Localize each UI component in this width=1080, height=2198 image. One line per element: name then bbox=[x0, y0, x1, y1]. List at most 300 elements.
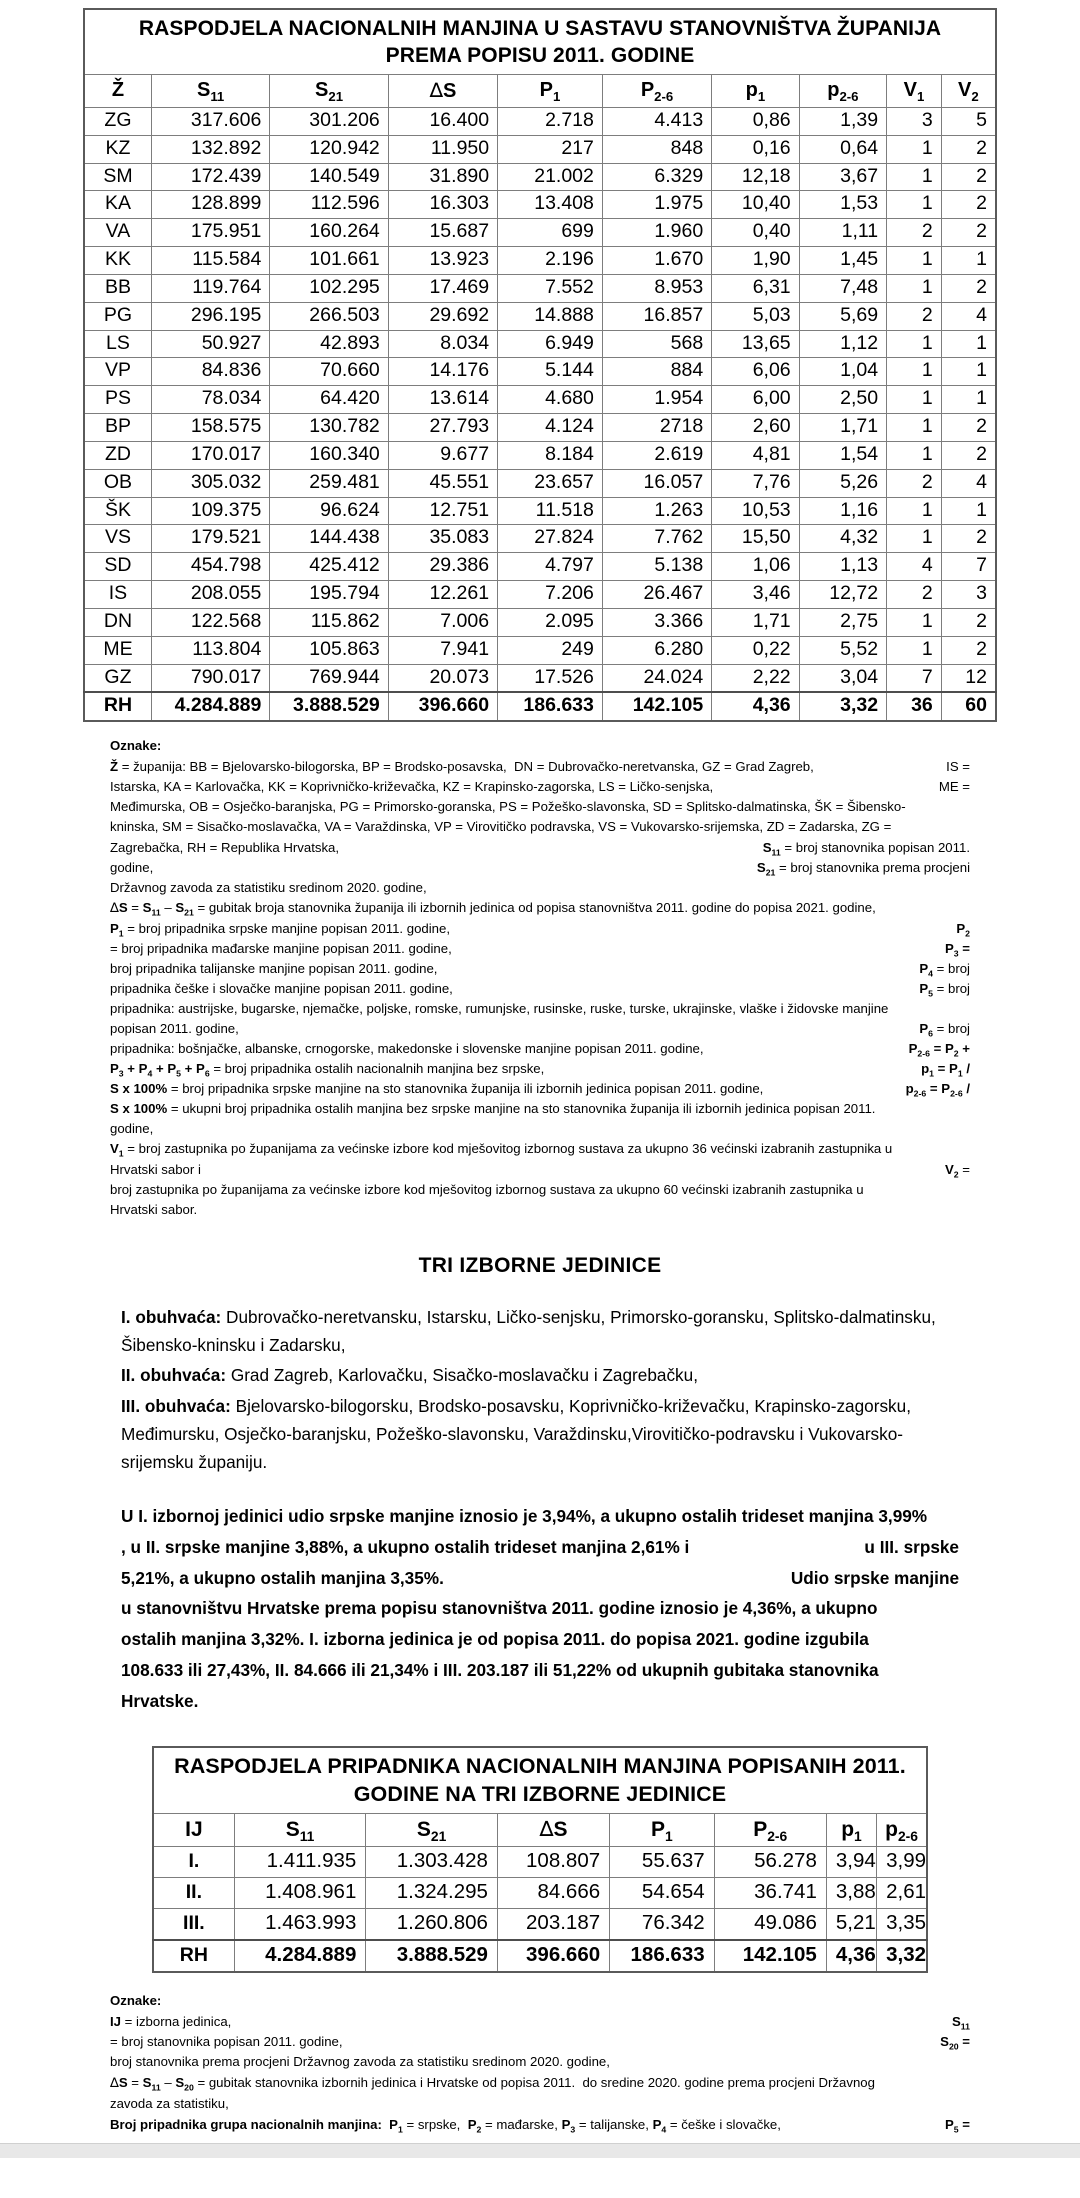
cell-ds: 11.950 bbox=[388, 135, 497, 163]
cell-ds: 12.261 bbox=[388, 581, 497, 609]
cell-s11: 122.568 bbox=[151, 608, 269, 636]
cell-pp1: 2,22 bbox=[712, 664, 799, 692]
col-header-p2-6-pct: $p_{2-6}$ bbox=[799, 74, 886, 107]
total-cell-s21: 3.888.529 bbox=[366, 1940, 498, 1972]
cell-pp26: 1,11 bbox=[799, 219, 886, 247]
row-county-code: KA bbox=[84, 191, 151, 219]
table-row bbox=[84, 469, 996, 497]
cell-s11: 158.575 bbox=[151, 414, 269, 442]
cell-p1: 7.206 bbox=[498, 581, 603, 609]
cell-v2: 1 bbox=[941, 330, 996, 358]
cell-s21: 1.324.295 bbox=[366, 1878, 498, 1909]
cell-pp1: 0,40 bbox=[712, 219, 799, 247]
col-header-p1: $P_1$ bbox=[498, 74, 603, 107]
cell-s11: 78.034 bbox=[151, 386, 269, 414]
legend-line-16-right: $p_1 = P_1$ / bbox=[921, 1061, 970, 1079]
unit3-text: Bjelovarsko-bilogorsku, Brodsko-posavsku, Koprivničko-križevačku, Krapinsko-zagorsku, Međimursku, Osječko-baranjsku, Požeško-slavonsku, Varaždinsku,Virovitičko-podravsku i Vukovarsko-srijemsku županiju. bbox=[121, 1396, 911, 1472]
legend-line-22: broj zastupnika po županijama za većinske izbore kod mješovitog izbornog sustava za ukupno 60 većinski izabranih zastupnika u bbox=[110, 1181, 864, 1197]
legend-line-1-right: IS = bbox=[946, 759, 970, 775]
row-county-code: IS bbox=[84, 581, 151, 609]
cell-ds: 17.469 bbox=[388, 274, 497, 302]
row-county-code: OB bbox=[84, 469, 151, 497]
cell-s21: 266.503 bbox=[270, 302, 388, 330]
document-page bbox=[0, 8, 1080, 2198]
table1-title-row bbox=[84, 9, 996, 74]
cell-v1: 2 bbox=[887, 219, 942, 247]
col-header-v2: $V_2$ bbox=[941, 74, 996, 107]
cell-v1: 1 bbox=[887, 247, 942, 275]
cell-ds: 8.034 bbox=[388, 330, 497, 358]
cell-pp26: 1,13 bbox=[799, 553, 886, 581]
col2-header-ij: IJ bbox=[153, 1813, 234, 1847]
legend-line-1: Ž = županija: BB = Bjelovarsko-bilogorska, BP = Brodsko-posavska, DN = Dubrovačko-neretvanska, GZ = Grad Zagreb, IS = bbox=[110, 757, 970, 777]
table-row bbox=[84, 330, 996, 358]
cell-pp26: 1,39 bbox=[799, 107, 886, 135]
cell-s21: 144.438 bbox=[270, 525, 388, 553]
legend-line-4: kninska, SM = Sisačko-moslavačka, VA = Varaždinska, VP = Virovitičko podravska, VS = Vukovarsko-srijemska, ZD = Zadarska, ZG = bbox=[110, 819, 892, 835]
cell-ds: 29.386 bbox=[388, 553, 497, 581]
cell-s21: 64.420 bbox=[270, 386, 388, 414]
electoral-units-list bbox=[121, 1304, 959, 1477]
total-label: RH bbox=[84, 692, 151, 721]
cell-v1: 1 bbox=[887, 135, 942, 163]
cell-v2: 2 bbox=[941, 636, 996, 664]
cell-p1: 5.144 bbox=[498, 358, 603, 386]
cell-ds: 13.923 bbox=[388, 247, 497, 275]
cell-p26: 6.280 bbox=[602, 636, 711, 664]
unit1-text: Dubrovačko-neretvansku, Istarsku, Ličko-senjsku, Primorsko-goransku, Splitsko-dalmatinsku, Šibensko-kninsku i Zadarsku, bbox=[121, 1306, 936, 1355]
cell-s21: 96.624 bbox=[270, 497, 388, 525]
legend-line-17: S x 100% = broj pripadnika srpske manjine na sto stanovnika županija ili izbornih jedinica popisan 2011. godine, $p_{2-6} = P_{2-6}$ / bbox=[110, 1081, 970, 1099]
row-unit-code: II. bbox=[153, 1878, 234, 1909]
cell-s11: 128.899 bbox=[151, 191, 269, 219]
legend-line-2-text: Istarska, KA = Karlovačka, KK = Koprivničko-križevačka, KZ = Krapinsko-zagorska, LS = Ličko-senjska, bbox=[110, 779, 714, 795]
col-header-s11: $S_{11}$ bbox=[151, 74, 269, 107]
cell-s21: 259.481 bbox=[270, 469, 388, 497]
row-county-code: LS bbox=[84, 330, 151, 358]
legend-line-19: godine, bbox=[110, 1121, 154, 1137]
row-unit-code: III. bbox=[153, 1909, 234, 1940]
total-cell-v1: 36 bbox=[887, 692, 942, 721]
row-county-code: KK bbox=[84, 247, 151, 275]
cell-p1: 54.654 bbox=[610, 1878, 714, 1909]
cell-pp26: 1,54 bbox=[799, 441, 886, 469]
legend-line-3: Međimurska, OB = Osječko-baranjska, PG = Primorsko-goranska, PS = Požeško-slavonska, SD = Splitsko-dalmatinska, ŠK = Šibensko- bbox=[110, 799, 906, 815]
cell-p1: 27.824 bbox=[498, 525, 603, 553]
cell-v1: 1 bbox=[887, 274, 942, 302]
cell-p1: 7.552 bbox=[498, 274, 603, 302]
cell-p1: 217 bbox=[498, 135, 603, 163]
cell-v1: 1 bbox=[887, 358, 942, 386]
table2-column-header-row bbox=[153, 1813, 927, 1847]
cell-p1: 2.095 bbox=[498, 608, 603, 636]
cell-s11: 296.195 bbox=[151, 302, 269, 330]
total-cell-s11: 4.284.889 bbox=[151, 692, 269, 721]
cell-s11: 208.055 bbox=[151, 581, 269, 609]
unit1-label: I. obuhvaća: bbox=[121, 1306, 222, 1327]
legend-line-10: = broj pripadnika mađarske manjine popisan 2011. godine, $P_3$ = bbox=[110, 940, 970, 959]
cell-p26: 56.278 bbox=[714, 1847, 826, 1878]
cell-p26: 4.413 bbox=[602, 107, 711, 135]
cell-s11: 1.411.935 bbox=[234, 1847, 366, 1878]
summary-line-7: Hrvatske. bbox=[121, 1691, 199, 1712]
row-county-code: VS bbox=[84, 525, 151, 553]
table1-column-header-row bbox=[84, 74, 996, 107]
cell-p1: 4.124 bbox=[498, 414, 603, 442]
cell-pp26: 3,04 bbox=[799, 664, 886, 692]
col-header-p1-pct: $p_1$ bbox=[712, 74, 799, 107]
cell-p1: 249 bbox=[498, 636, 603, 664]
cell-pp26: 3,99 bbox=[877, 1847, 927, 1878]
table1-title-line1: RASPODJELA NACIONALNIH MANJINA U SASTAVU STANOVNIŠTVA ŽUPANIJA bbox=[138, 17, 942, 40]
cell-v2: 4 bbox=[941, 469, 996, 497]
cell-v2: 2 bbox=[941, 608, 996, 636]
summary-line-2-text: , u II. srpske manjine 3,88%, a ukupno ostalih trideset manjina 2,61% i bbox=[121, 1536, 690, 1557]
legend-line-18: S x 100% = ukupni broj pripadnika ostalih manjina bez srpske manjine na sto stanovnika županija ili izbornih jedinica popisan 2011. bbox=[110, 1101, 876, 1117]
cell-pp1: 7,76 bbox=[712, 469, 799, 497]
legend-line-8: $\Delta S = S_{11} - S_{21}$ = gubitak broja stanovnika županija ili izbornih jedinica od popisa stanovništva 2011. godine do popisa 2021. godine, bbox=[110, 899, 876, 918]
cell-pp26: 1,04 bbox=[799, 358, 886, 386]
cell-s21: 105.863 bbox=[270, 636, 388, 664]
cell-ds: 9.677 bbox=[388, 441, 497, 469]
legend-line-6: godine, $S_{21}$ = broj stanovnika prema procjeni bbox=[110, 859, 970, 878]
cell-ds: 7.941 bbox=[388, 636, 497, 664]
cell-p26: 49.086 bbox=[714, 1909, 826, 1940]
cell-pp1: 1,71 bbox=[712, 608, 799, 636]
cell-s21: 301.206 bbox=[270, 107, 388, 135]
legend-line-20: $V_1$ = broj zastupnika po županijama za većinske izbore kod mješovitog izbornog sustava za ukupno 36 većinski izabranih zastupnika u bbox=[110, 1141, 893, 1160]
cell-s11: 1.408.961 bbox=[234, 1878, 366, 1909]
legend2-line-3: broj stanovnika prema procjeni Državnog zavoda za statistiku sredinom 2020. godine, bbox=[110, 2054, 610, 2070]
table-row bbox=[153, 1847, 927, 1878]
row-county-code: VP bbox=[84, 358, 151, 386]
cell-v1: 1 bbox=[887, 191, 942, 219]
total-cell-ds: 396.660 bbox=[388, 692, 497, 721]
table-row bbox=[84, 553, 996, 581]
table-row bbox=[84, 581, 996, 609]
legend-line-12-right: $P_5$ = broj bbox=[919, 980, 970, 999]
legend2-line-2: = broj stanovnika popisan 2011. godine, $S_{20}$ = bbox=[110, 2033, 970, 2052]
legend-line-5-right: $S_{11}$ = broj stanovnika popisan 2011. bbox=[762, 839, 970, 858]
table1-body bbox=[84, 107, 996, 721]
unit2-text: Grad Zagreb, Karlovačku, Sisačko-moslavačku i Zagrebačku, bbox=[226, 1365, 698, 1386]
cell-v1: 1 bbox=[887, 414, 942, 442]
col2-header-p2-6: $P_{2-6}$ bbox=[714, 1813, 826, 1847]
cell-p26: 2718 bbox=[602, 414, 711, 442]
cell-v1: 1 bbox=[887, 525, 942, 553]
legend2-line-4: $\Delta S = S_{11} - S_{20}$ = gubitak stanovnika izbornih jedinica i Hrvatske od popisa 2011. do sredine 2020. godine prema procjeni Državnog bbox=[110, 2074, 875, 2093]
cell-v1: 2 bbox=[887, 302, 942, 330]
total-cell-p1: 186.633 bbox=[498, 692, 603, 721]
cell-ds: 20.073 bbox=[388, 664, 497, 692]
row-county-code: ME bbox=[84, 636, 151, 664]
col2-header-p1: $P_1$ bbox=[610, 1813, 714, 1847]
cell-s11: 454.798 bbox=[151, 553, 269, 581]
col2-header-p2-6-pct: $p_{2-6}$ bbox=[877, 1813, 927, 1847]
legend-line-2-right: ME = bbox=[938, 779, 970, 795]
cell-p26: 1.670 bbox=[602, 247, 711, 275]
summary-line-5: ostalih manjina 3,32%. I. izborna jedinica je od popisa 2011. do popisa 2021. godine izgubila bbox=[121, 1629, 869, 1650]
cell-p26: 848 bbox=[602, 135, 711, 163]
unit3-label: III. obuhvaća: bbox=[121, 1396, 231, 1417]
cell-ds: 29.692 bbox=[388, 302, 497, 330]
cell-pp1: 0,86 bbox=[712, 107, 799, 135]
table-row bbox=[84, 497, 996, 525]
table-row bbox=[84, 274, 996, 302]
table-row bbox=[84, 191, 996, 219]
cell-v1: 1 bbox=[887, 497, 942, 525]
cell-p26: 8.953 bbox=[602, 274, 711, 302]
legend-line-14: popisan 2011. godine, $P_6$ = broj bbox=[110, 1021, 970, 1039]
summary-line-3 bbox=[121, 1565, 959, 1593]
table-row bbox=[84, 608, 996, 636]
electoral-unit-2 bbox=[121, 1362, 959, 1390]
row-county-code: GZ bbox=[84, 664, 151, 692]
cell-p26: 16.857 bbox=[602, 302, 711, 330]
cell-ds: 35.083 bbox=[388, 525, 497, 553]
cell-p26: 1.954 bbox=[602, 386, 711, 414]
cell-v2: 12 bbox=[941, 664, 996, 692]
cell-ds: 84.666 bbox=[497, 1878, 609, 1909]
legend-line-11: broj pripadnika talijanske manjine popisan 2011. godine, $P_4$ = broj bbox=[110, 960, 970, 979]
cell-v2: 2 bbox=[941, 441, 996, 469]
minorities-by-electoral-unit-table bbox=[152, 1746, 928, 1973]
cell-pp1: 1,06 bbox=[712, 553, 799, 581]
cell-pp26: 7,48 bbox=[799, 274, 886, 302]
summary-line-1: U I. izbornoj jedinici udio srpske manjine iznosio je 3,94%, a ukupno ostalih trideset manjina 3,99% bbox=[121, 1505, 928, 1526]
row-county-code: BB bbox=[84, 274, 151, 302]
table-row bbox=[84, 219, 996, 247]
col-header-v1: $V_1$ bbox=[887, 74, 942, 107]
cell-p1: 4.797 bbox=[498, 553, 603, 581]
legend-line-2 bbox=[110, 777, 970, 797]
legend-line-15: pripadnika: bošnjačke, albanske, crnogorske, makedonske i slovenske manjine popisan 2011. godine, $P_{2-6} = P_2$ + bbox=[110, 1041, 970, 1059]
total-cell-p26: 142.105 bbox=[602, 692, 711, 721]
cell-s21: 42.893 bbox=[270, 330, 388, 358]
legend-line-14-right: $P_6$ = broj bbox=[919, 1021, 970, 1039]
cell-p26: 2.619 bbox=[602, 441, 711, 469]
cell-s11: 172.439 bbox=[151, 163, 269, 191]
table-total-row bbox=[84, 692, 996, 721]
unit2-label: II. obuhvaća: bbox=[121, 1365, 227, 1386]
table2-head bbox=[153, 1747, 927, 1847]
cell-s11: 132.892 bbox=[151, 135, 269, 163]
cell-ds: 203.187 bbox=[497, 1909, 609, 1940]
cell-pp1: 4,81 bbox=[712, 441, 799, 469]
cell-s21: 769.944 bbox=[270, 664, 388, 692]
row-county-code: ZG bbox=[84, 107, 151, 135]
legend-line-17-right: $p_{2-6} = P_{2-6}$ / bbox=[905, 1081, 970, 1099]
col-header-p2-6: $P_{2-6}$ bbox=[602, 74, 711, 107]
cell-p26: 36.741 bbox=[714, 1878, 826, 1909]
cell-p1: 2.718 bbox=[498, 107, 603, 135]
national-minorities-by-county-table bbox=[83, 8, 997, 722]
cell-s21: 140.549 bbox=[270, 163, 388, 191]
total-cell-v2: 60 bbox=[941, 692, 996, 721]
cell-pp26: 5,26 bbox=[799, 469, 886, 497]
summary-line-2-right: u III. srpske bbox=[864, 1536, 959, 1557]
cell-pp26: 2,75 bbox=[799, 608, 886, 636]
cell-s21: 70.660 bbox=[270, 358, 388, 386]
table-row bbox=[153, 1909, 927, 1940]
cell-pp26: 2,50 bbox=[799, 386, 886, 414]
cell-pp26: 3,67 bbox=[799, 163, 886, 191]
summary-paragraph bbox=[121, 1503, 959, 1716]
row-county-code: BP bbox=[84, 414, 151, 442]
row-county-code: VA bbox=[84, 219, 151, 247]
summary-line-2 bbox=[121, 1534, 959, 1562]
cell-v2: 2 bbox=[941, 135, 996, 163]
cell-v1: 1 bbox=[887, 330, 942, 358]
cell-v1: 2 bbox=[887, 469, 942, 497]
row-county-code: PG bbox=[84, 302, 151, 330]
legend-line-21-right: $V_2$ = bbox=[944, 1161, 970, 1180]
cell-v2: 2 bbox=[941, 219, 996, 247]
table-row bbox=[84, 358, 996, 386]
legend-line-12: pripadnika češke i slovačke manjine popisan 2011. godine, $P_5$ = broj bbox=[110, 980, 970, 999]
table2-body bbox=[153, 1847, 927, 1972]
cell-s11: 175.951 bbox=[151, 219, 269, 247]
cell-pp1: 2,60 bbox=[712, 414, 799, 442]
section-heading-three-units: TRI IZBORNE JEDINICE bbox=[418, 1253, 662, 1277]
legend-heading: Oznake: bbox=[110, 738, 162, 754]
total-cell-ds: 396.660 bbox=[497, 1940, 609, 1972]
cell-p1: 13.408 bbox=[498, 191, 603, 219]
total-cell-s21: 3.888.529 bbox=[270, 692, 388, 721]
cell-s11: 1.463.993 bbox=[234, 1909, 366, 1940]
cell-pp1: 6,06 bbox=[712, 358, 799, 386]
table1-legend bbox=[110, 736, 970, 1220]
table-row bbox=[84, 107, 996, 135]
cell-s21: 1.260.806 bbox=[366, 1909, 498, 1940]
legend-line-13: pripadnika: austrijske, bugarske, njemačke, poljske, romske, rumunjske, rusinske, ruske, turske, ukrajinske, vlaške i židovske manjine bbox=[110, 1001, 889, 1017]
col-header-delta-s: ∆S bbox=[388, 74, 497, 107]
cell-p1: 14.888 bbox=[498, 302, 603, 330]
cell-pp1: 3,46 bbox=[712, 581, 799, 609]
total-cell-pp1: 4,36 bbox=[826, 1940, 876, 1972]
cell-pp1: 10,53 bbox=[712, 497, 799, 525]
cell-p1: 21.002 bbox=[498, 163, 603, 191]
cell-s21: 130.782 bbox=[270, 414, 388, 442]
cell-pp26: 1,53 bbox=[799, 191, 886, 219]
cell-ds: 14.176 bbox=[388, 358, 497, 386]
cell-s11: 790.017 bbox=[151, 664, 269, 692]
cell-v2: 2 bbox=[941, 163, 996, 191]
col-header-s21: $S_{21}$ bbox=[270, 74, 388, 107]
cell-ds: 27.793 bbox=[388, 414, 497, 442]
cell-v2: 1 bbox=[941, 247, 996, 275]
legend2-line-1: IJ = izborna jedinica, $S_{11}$ bbox=[110, 2013, 970, 2032]
cell-pp1: 12,18 bbox=[712, 163, 799, 191]
cell-s21: 195.794 bbox=[270, 581, 388, 609]
cell-p1: 76.342 bbox=[610, 1909, 714, 1940]
table2-title-row bbox=[153, 1747, 927, 1813]
cell-ds: 15.687 bbox=[388, 219, 497, 247]
total-cell-pp1: 4,36 bbox=[712, 692, 799, 721]
cell-p1: 23.657 bbox=[498, 469, 603, 497]
cell-v2: 1 bbox=[941, 358, 996, 386]
col2-header-s21: $S_{21}$ bbox=[366, 1813, 498, 1847]
cell-pp1: 0,16 bbox=[712, 135, 799, 163]
cell-pp1: 6,00 bbox=[712, 386, 799, 414]
summary-line-6: 108.633 ili 27,43%, II. 84.666 ili 21,34% i III. 203.187 ili 51,22% od ukupnih gubitaka stanovnika bbox=[121, 1660, 879, 1681]
table2-legend bbox=[110, 1991, 970, 2135]
cell-v2: 2 bbox=[941, 525, 996, 553]
legend-line-5: Zagrebačka, RH = Republika Hrvatska, $S_{11}$ = broj stanovnika popisan 2011. bbox=[110, 839, 970, 858]
cell-pp26: 1,45 bbox=[799, 247, 886, 275]
cell-s21: 160.340 bbox=[270, 441, 388, 469]
cell-s11: 170.017 bbox=[151, 441, 269, 469]
col2-header-p1-pct: $p_1$ bbox=[826, 1813, 876, 1847]
cell-ds: 16.303 bbox=[388, 191, 497, 219]
row-county-code: ZD bbox=[84, 441, 151, 469]
legend2-line-6-right: $P_5$ = bbox=[944, 2116, 970, 2135]
legend2-line-1-right: $S_{11}$ bbox=[952, 2013, 970, 2032]
table2-title bbox=[153, 1747, 927, 1813]
cell-v2: 5 bbox=[941, 107, 996, 135]
cell-ds: 13.614 bbox=[388, 386, 497, 414]
cell-pp1: 5,03 bbox=[712, 302, 799, 330]
cell-ds: 108.807 bbox=[497, 1847, 609, 1878]
cell-pp1: 5,21 bbox=[826, 1909, 876, 1940]
row-county-code: DN bbox=[84, 608, 151, 636]
cell-v2: 1 bbox=[941, 497, 996, 525]
table-row bbox=[84, 386, 996, 414]
cell-p1: 55.637 bbox=[610, 1847, 714, 1878]
cell-pp26: 5,69 bbox=[799, 302, 886, 330]
table-row bbox=[84, 441, 996, 469]
cell-pp1: 0,22 bbox=[712, 636, 799, 664]
table-row bbox=[84, 247, 996, 275]
cell-pp26: 1,12 bbox=[799, 330, 886, 358]
legend-line-9: $P_1$ = broj pripadnika srpske manjine popisan 2011. godine, $P_2$ bbox=[110, 920, 970, 939]
cell-pp26: 0,64 bbox=[799, 135, 886, 163]
cell-v2: 1 bbox=[941, 386, 996, 414]
cell-pp1: 15,50 bbox=[712, 525, 799, 553]
total-cell-pp26: 3,32 bbox=[877, 1940, 927, 1972]
cell-ds: 7.006 bbox=[388, 608, 497, 636]
cell-ds: 16.400 bbox=[388, 107, 497, 135]
cell-p1: 699 bbox=[498, 219, 603, 247]
legend-line-9-right: $P_2$ bbox=[956, 920, 970, 939]
cell-v2: 4 bbox=[941, 302, 996, 330]
cell-p26: 1.975 bbox=[602, 191, 711, 219]
cell-s11: 115.584 bbox=[151, 247, 269, 275]
table-row bbox=[84, 302, 996, 330]
cell-pp1: 3,88 bbox=[826, 1878, 876, 1909]
cell-p1: 4.680 bbox=[498, 386, 603, 414]
legend-line-16: $P_3 + P_4 + P_5 + P_6$ = broj pripadnika ostalih nacionalnih manjina bez srpske, $p_1 = P_1$ / bbox=[110, 1061, 970, 1079]
table2-container bbox=[152, 1746, 928, 1973]
cell-ds: 45.551 bbox=[388, 469, 497, 497]
cell-s11: 50.927 bbox=[151, 330, 269, 358]
row-county-code: KZ bbox=[84, 135, 151, 163]
cell-v2: 2 bbox=[941, 191, 996, 219]
total-label: RH bbox=[153, 1940, 234, 1972]
legend-line-7: Državnog zavoda za statistiku sredinom 2020. godine, bbox=[110, 879, 427, 895]
legend-line-6-right: $S_{21}$ = broj stanovnika prema procjeni bbox=[756, 859, 970, 878]
total-cell-pp26: 3,32 bbox=[799, 692, 886, 721]
total-cell-p1: 186.633 bbox=[610, 1940, 714, 1972]
legend-line-21: Hrvatski sabor i $V_2$ = bbox=[110, 1161, 970, 1180]
electoral-unit-3 bbox=[121, 1393, 959, 1477]
cell-v1: 1 bbox=[887, 636, 942, 664]
cell-pp26: 4,32 bbox=[799, 525, 886, 553]
table1-head bbox=[84, 9, 996, 107]
cell-v1: 1 bbox=[887, 608, 942, 636]
summary-line-3-right: Udio srpske manjine bbox=[790, 1567, 959, 1588]
cell-pp26: 1,71 bbox=[799, 414, 886, 442]
